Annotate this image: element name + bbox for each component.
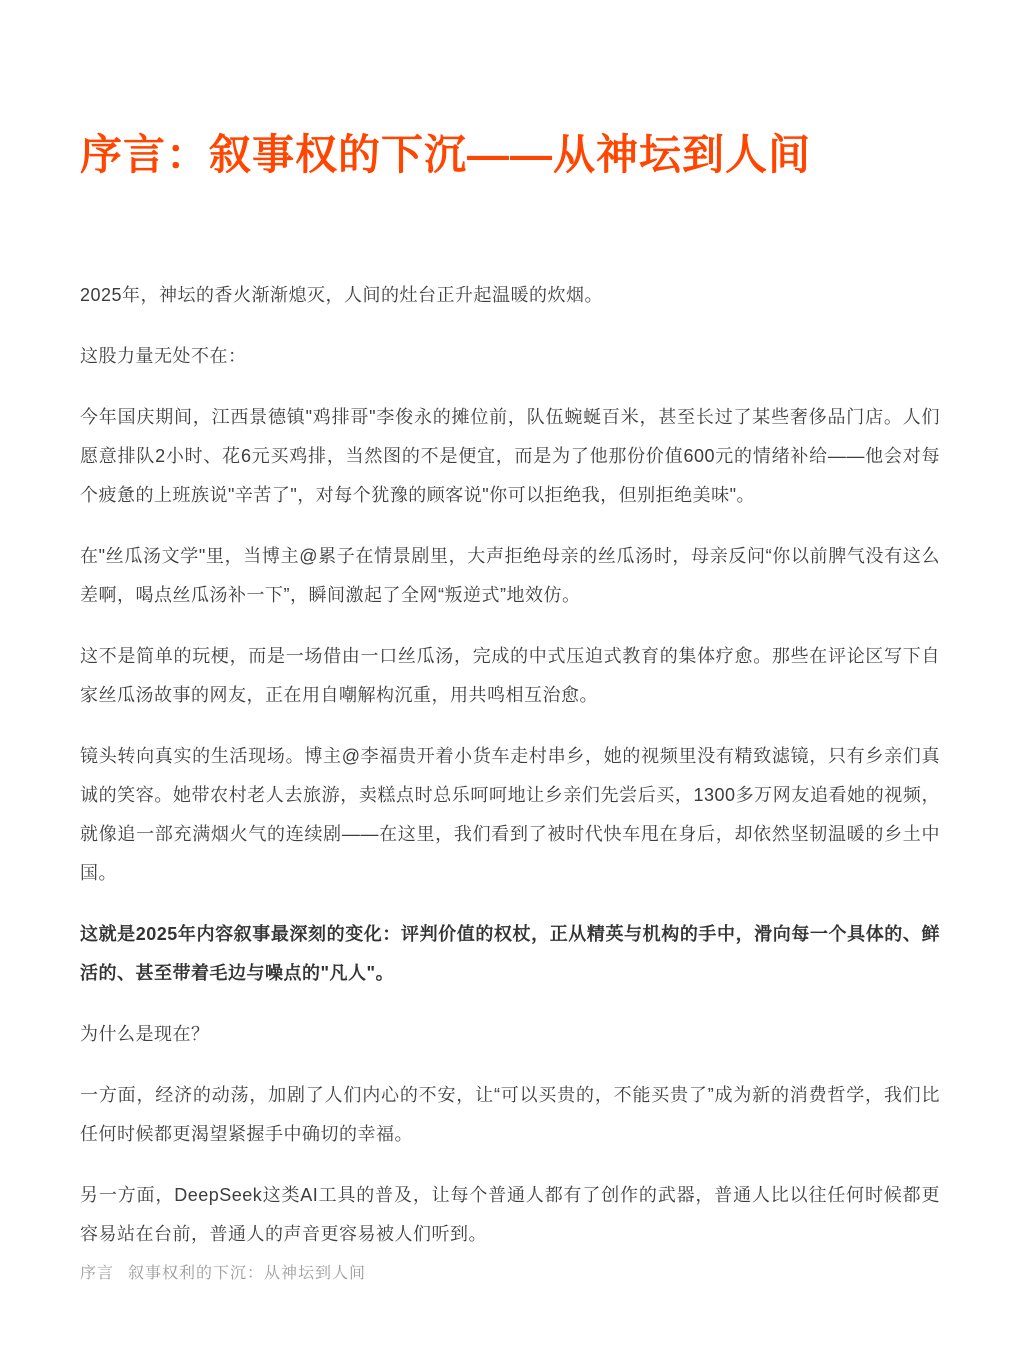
paragraph: 这股力量无处不在： — [80, 346, 247, 366]
footer-title: 叙事权利的下沉：从神坛到人间 — [128, 1265, 367, 1282]
article-content — [80, 0, 940, 1276]
paragraph: 为什么是现在？ — [80, 1024, 210, 1044]
footer-section-label: 序言 — [80, 1265, 115, 1282]
paragraph: 今年国庆期间，江西景德镇"鸡排哥"李俊永的摊位前，队伍蜿蜒百米，甚至长过了某些奢侈品门店。人们愿意排队2小时、花6元买鸡排，当然图的不是便宜，而是为了他那份价值600元的情绪补给——他会对每个疲惫的上班族说"辛苦了"，对每个犹豫的顾客说"你可以拒绝我，但别拒绝美味"。 — [80, 407, 940, 505]
paragraph: 在"丝瓜汤文学"里，当博主@累子在情景剧里，大声拒绝母亲的丝瓜汤时，母亲反问“你以前脾气没有这么差啊，喝点丝瓜汤补一下”，瞬间激起了全网“叛逆式”地效仿。 — [80, 546, 940, 605]
paragraph: 一方面，经济的动荡，加剧了人们内心的不安，让“可以买贵的，不能买贵了”成为新的消费哲学，我们比任何时候都更渴望紧握手中确切的幸福。 — [80, 1085, 940, 1144]
key-insight-paragraph: 这就是2025年内容叙事最深刻的变化：评判价值的权杖，正从精英与机构的手中，滑向每一个具体的、鲜活的、甚至带着毛边与噪点的"凡人"。 — [80, 924, 940, 983]
paragraph: 这不是简单的玩梗，而是一场借由一口丝瓜汤，完成的中式压迫式教育的集体疗愈。那些在评论区写下自家丝瓜汤故事的网友，正在用自嘲解构沉重，用共鸣相互治愈。 — [80, 646, 940, 705]
paragraph: 镜头转向真实的生活现场。博主@李福贵开着小货车走村串乡，她的视频里没有精致滤镜，只有乡亲们真诚的笑容。她带农村老人去旅游，卖糕点时总乐呵呵地让乡亲们先尝后买，1300多万网友追看她的视频，就像追一部充满烟火气的连续剧——在这里，我们看到了被时代快车甩在身后，却依然坚韧温暖的乡土中国。 — [80, 746, 940, 883]
page-footer — [80, 1260, 366, 1283]
paragraph: 2025年，神坛的香火渐渐熄灭，人间的灶台正升起温暖的炊烟。 — [80, 285, 604, 305]
page-title: 序言：叙事权的下沉——从神坛到人间 — [80, 131, 812, 178]
paragraph: 另一方面，DeepSeek这类AI工具的普及，让每个普通人都有了创作的武器，普通人比以往任何时候都更容易站在台前，普通人的声音更容易被人们听到。 — [80, 1185, 940, 1244]
